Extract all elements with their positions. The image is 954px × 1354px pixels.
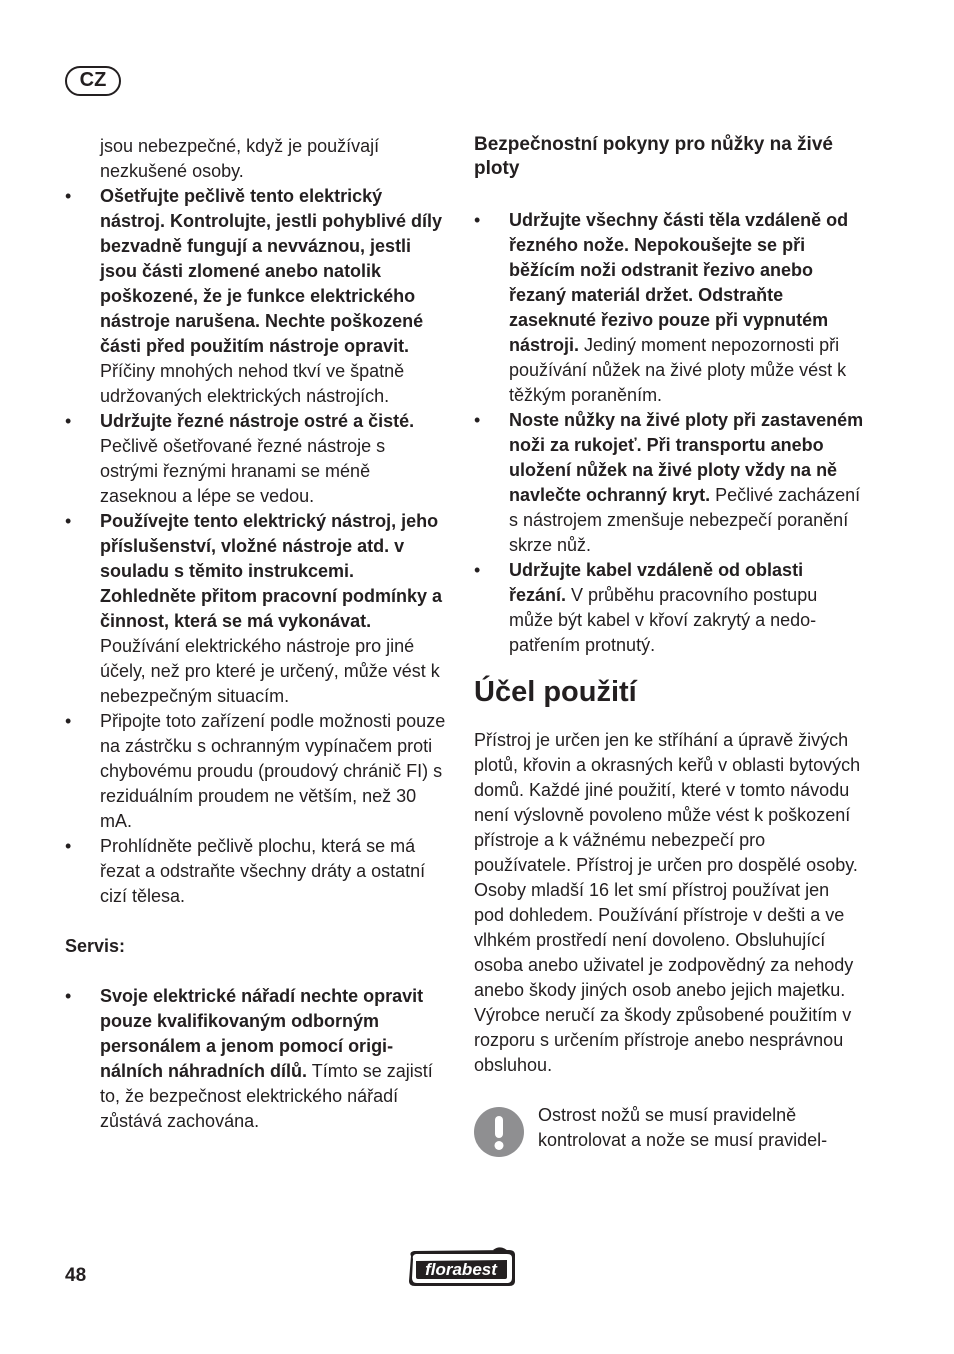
note-text: Ostrost nožů se musí pravidelně kontrolovat a nože se musí pravidel- — [538, 1105, 828, 1150]
bullet-text: Používání elektrického nástroje pro jiné účely, než pro které je určený, může vést k nebezpečným situacím. — [100, 636, 440, 706]
section-heading-hedge-safety: Bezpečnostní pokyny pro nůžky na živé ploty — [474, 134, 833, 179]
page-number: 48 — [65, 1265, 87, 1286]
servis-heading: Servis: — [65, 936, 126, 956]
body-paragraph: Výrobce neručí za škody způsobené použitím v rozporu s určením přístroje anebo nesprávnou obsluhou. — [474, 1005, 852, 1075]
bullet-icon: • — [65, 411, 72, 431]
bullet-icon: • — [65, 711, 72, 731]
list-item — [474, 208, 864, 408]
bullet-text: Prohlídněte pečlivě plochu, která se má řezat a odstraňte všechny dráty a ostatní cizí tělesa. — [100, 836, 426, 906]
body-paragraph: Přístroj je určen jen ke stříhání a úpravě živých plotů, křovin a okrasných keřů v oblasti bytových domů. Každé jiné použití, které v tomto návodu není výslovně povoleno může vést k poškození přístroje a k vážnému nebezpečí pro používatele. Přístroj je určen pro dospělé osoby. Osoby mladší 16 let smí přístroj používat jen pod dohledem. Používání přístroje v dešti a ve vlhkém prostředí není dovoleno. Obsluhující osoba anebo uživatel je zodpovědný za nehody anebo škody jiných osob anebo jejich majetku. — [474, 730, 861, 1000]
intro-continuation: jsou nebezpečné, když je používají nezkušené osoby. — [100, 136, 380, 181]
list-item — [65, 834, 447, 909]
bullet-text: Příčiny mnohých nehod tkví ve špatně udržovaných elektrických nástrojích. — [100, 361, 405, 406]
bullet-text: Pečlivě ošetřované řezné nástroje s ostrými řeznými hranami se méně zaseknou a lépe se vedou. — [100, 436, 386, 506]
list-item — [65, 409, 447, 509]
bullet-bold-text: Udržujte řezné nástroje ostré a čisté. — [100, 411, 415, 431]
left-column — [65, 134, 447, 1134]
bullet-text: Tímto se zajistí to, že bezpečnost elektrického nářadí zůstává zachována. — [100, 1061, 433, 1131]
bullet-bold-text: Ošetřujte pečlivě tento elektrický nástroj. Kontrolujte, jestli pohyblivé díly bezvadně fungují a nevváznou, jestli jsou části zlomené anebo natolik poškozené, že je funkce elektrického nástroje narušena. Nechte poškozené části před použitím nástroje opravit. — [100, 186, 443, 356]
bullet-icon: • — [474, 410, 481, 430]
list-item — [474, 408, 864, 558]
bullet-bold-text: Svoje elektrické nářadí nechte opravit pouze kvalifikovaným odborným personálem a jenom pomocí originálních náhradních dílů. — [100, 986, 424, 1081]
bullet-bold-text: Udržujte kabel vzdáleně od oblasti řezání. — [509, 560, 804, 605]
bullet-bold-text: Udržujte všechny části těla vzdáleně od řezného nože. Nepokoušejte se při běžícím noži odstranit řezivo anebo řezaný materiál držet. Odstraňte zaseknuté řezivo pouze při vypnutém nástroji. — [509, 210, 849, 355]
bullet-icon: • — [65, 186, 72, 206]
list-item — [65, 984, 447, 1134]
bullet-text: Připojte toto zařízení podle možnosti pouze na zástrčku s ochranným vypínačem proti chybovému proudu (proudový chránič FI) s reziduálním proudem ne větším, než 30 mA. — [100, 711, 446, 831]
note-block — [474, 1103, 864, 1153]
right-column — [474, 134, 864, 1153]
bullet-icon: • — [65, 511, 72, 531]
logo-text: florabest — [425, 1260, 497, 1279]
list-item — [65, 184, 447, 409]
exclamation-icon — [474, 1107, 524, 1157]
bullet-icon: • — [65, 836, 72, 856]
bullet-text: Pečlivé zacházení s nástrojem zmenšuje nebezpečí poranění skrze nůž. — [509, 485, 861, 555]
list-item — [65, 709, 447, 834]
bullet-text: V průběhu pracovního postupu může být kabel v křoví zakrytý a nedopatřením protnutý. — [509, 585, 818, 655]
language-badge: CZ — [65, 66, 121, 96]
list-item — [65, 509, 447, 709]
bullet-bold-text: Používejte tento elektrický nástroj, jeho příslušenství, vložné nástroje atd. v souladu s těmito instrukcemi. Zohledněte přitom pracovní podmínky a činnost, která se má vykonávat. — [100, 511, 443, 631]
section-title: Účel použití — [474, 676, 637, 708]
list-item — [474, 558, 864, 658]
bullet-icon: • — [65, 986, 72, 1006]
bullet-icon: • — [474, 210, 481, 230]
bullet-icon: • — [474, 560, 481, 580]
bullet-text: Jediný moment nepozornosti při používání nůžek na živé ploty může vést k těžkým poraněním. — [509, 335, 847, 405]
florabest-logo — [405, 1246, 519, 1290]
bullet-bold-text: Noste nůžky na živé ploty při zastaveném noži za rukojeť. Při transportu anebo uložení nůžek na živé ploty vždy na ně navlečte ochranný kryt. — [509, 410, 864, 505]
